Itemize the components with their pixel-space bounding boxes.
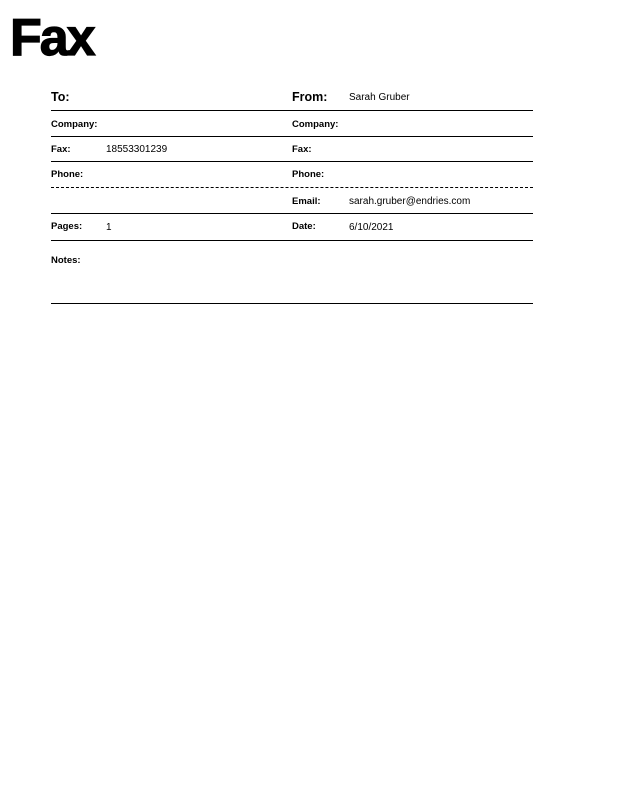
email-value: sarah.gruber@endries.com	[349, 196, 471, 207]
pages-label: Pages:	[51, 221, 83, 232]
date-label: Date:	[292, 221, 316, 232]
from-value: Sarah Gruber	[349, 92, 410, 103]
to-label: To:	[51, 90, 70, 104]
page-title: Fax	[10, 9, 94, 67]
row-divider-3	[51, 161, 533, 162]
pages-value: 1	[106, 222, 112, 233]
row-divider-2	[51, 136, 533, 137]
phone-label-recipient: Phone:	[51, 169, 84, 180]
fax-label-recipient: Fax:	[51, 144, 71, 155]
fax-value-recipient: 18553301239	[106, 144, 168, 155]
company-label-recipient: Company:	[51, 119, 98, 130]
row-divider-6	[51, 240, 533, 241]
notes-bottom-rule	[51, 303, 533, 304]
row-divider-5	[51, 213, 533, 214]
date-value: 6/10/2021	[349, 222, 394, 233]
row-divider-4	[51, 187, 533, 188]
email-label: Email:	[292, 196, 321, 207]
company-label-sender: Company:	[292, 119, 339, 130]
phone-label-sender: Phone:	[292, 169, 325, 180]
notes-label: Notes:	[51, 255, 81, 266]
row-divider-1	[51, 110, 533, 111]
from-label: From:	[292, 90, 328, 104]
fax-label-sender: Fax:	[292, 144, 312, 155]
